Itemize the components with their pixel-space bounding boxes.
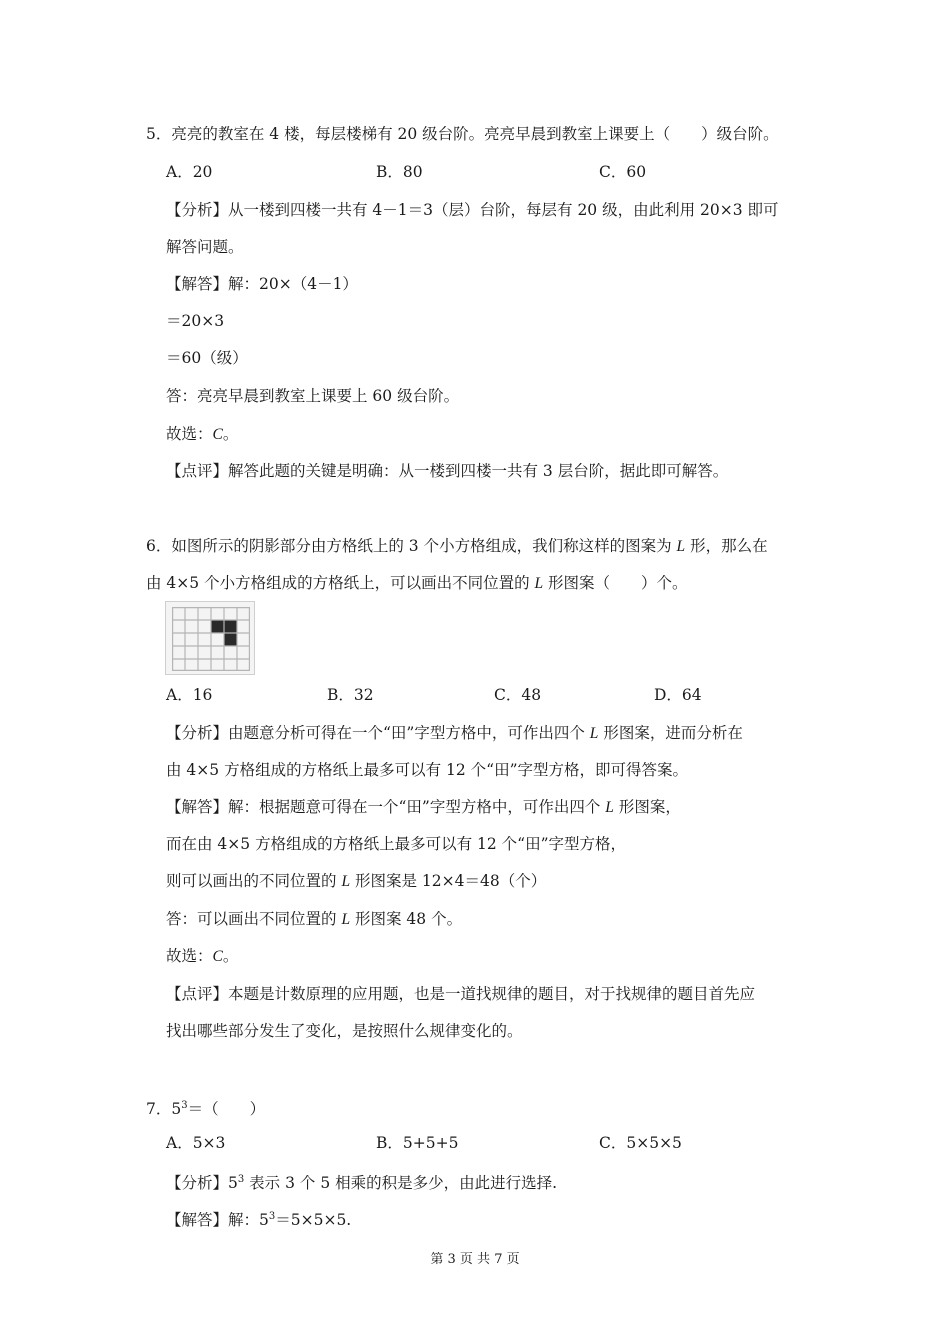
q6-analysis-line1: 【分析】由题意分析可得在一个“田”字型方格中，可作出四个 L 形图案，进而分析在 [166,724,743,742]
q6-comment-line1: 【点评】本题是计数原理的应用题，也是一道找规律的题目，对于找规律的题目首先应 [166,985,756,1003]
q5-answer: 答：亮亮早晨到教室上课要上 60 级台阶。 [166,387,460,405]
q5-option-a: A．20 [166,163,213,181]
l-shape-grid-figure [165,601,255,675]
q5-choice: 故选：C。 [166,425,239,443]
shaded-l-shape-lower [224,633,237,646]
q7-option-c: C．5×5×5 [599,1134,682,1152]
q7-option-a: A．5×3 [166,1134,226,1152]
q5-analysis-line2: 解答问题。 [166,238,244,256]
q7-analysis: 【分析】$5^3$ 表示 3 个 5 相乘的积是多少，由此进行选择. [166,1174,558,1192]
q6-solution-line3: 则可以画出的不同位置的 L 形图案是 12×4＝48（个） [166,872,547,890]
q5-option-b: B．80 [376,163,423,181]
q6-option-c: C．48 [494,686,542,704]
q5-option-c: C．60 [599,163,647,181]
grid-svg [172,607,250,671]
q5-analysis-line1: 【分析】从一楼到四楼一共有 4－1＝3（层）台阶，每层有 20 级，由此利用 20×3 即可 [166,201,779,219]
q7-option-b: B．5+5+5 [376,1134,459,1152]
page-footer: 第 3 页 共 7 页 [430,1252,520,1267]
q5-solution-line1: 【解答】解：20×（4－1） [166,275,358,293]
q7-stem: 7．$5^3=$（ ） [146,1100,266,1118]
q5-stem: 5．亮亮的教室在 4 楼，每层楼梯有 20 级台阶。亮亮早晨到教室上课要上（ ）级台阶。 [146,125,779,143]
q6-stem-line2: 由 4×5 个小方格组成的方格纸上，可以画出不同位置的 L 形图案（ ）个。 [146,574,688,592]
q5-comment: 【点评】解答此题的关键是明确：从一楼到四楼一共有 3 层台阶，据此即可解答。 [166,462,729,480]
q5-solution-line2: ＝20×3 [166,312,225,330]
q6-option-d: D．64 [654,686,702,704]
q6-choice: 故选：C。 [166,947,239,965]
q6-stem-line1: 6．如图所示的阴影部分由方格纸上的 3 个小方格组成，我们称这样的图案为 L 形，那么在 [146,537,768,555]
q6-solution-line2: 而在由 4×5 方格组成的方格纸上最多可以有 12 个“田”字型方格， [166,835,626,853]
q6-solution-line1: 【解答】解：根据题意可得在一个“田”字型方格中，可作出四个 L 形图案， [166,798,681,816]
q6-answer: 答：可以画出不同位置的 L 形图案 48 个。 [166,910,463,928]
q7-solution: 【解答】解：$5^3=5\times 5\times 5$. [166,1211,352,1229]
grid-lines [172,607,250,671]
q6-option-a: A．16 [166,686,213,704]
q6-comment-line2: 找出哪些部分发生了变化，是按照什么规律变化的。 [166,1022,523,1040]
q6-analysis-line2: 由 4×5 方格组成的方格纸上最多可以有 12 个“田”字型方格，即可得答案。 [166,761,688,779]
q5-solution-line3: ＝60（级） [166,349,248,367]
q6-option-b: B．32 [327,686,374,704]
